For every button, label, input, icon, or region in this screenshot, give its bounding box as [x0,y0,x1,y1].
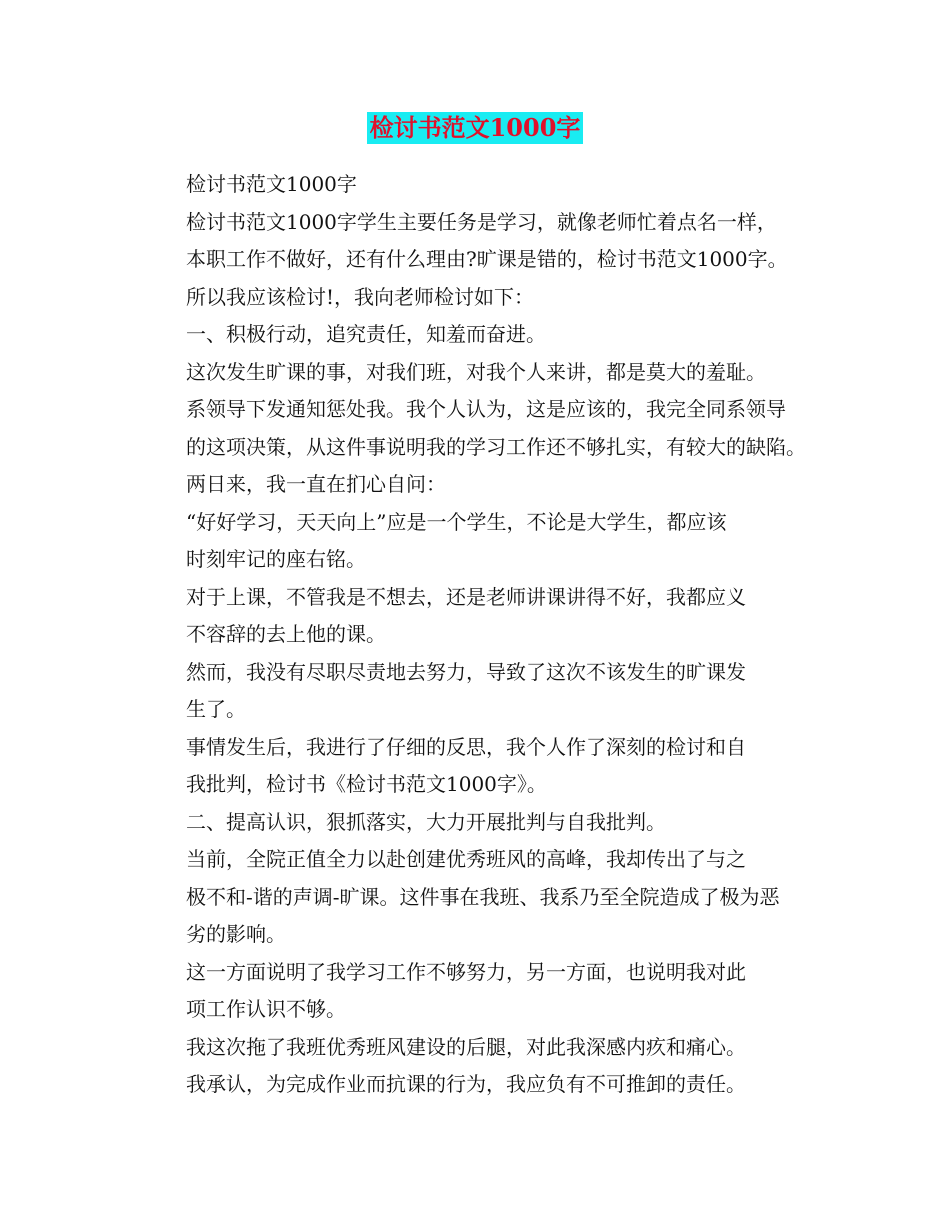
paragraph-line: 事情发生后，我进行了仔细的反思，我个人作了深刻的检讨和自 [186,734,746,759]
paragraph-line: 当前，全院正值全力以赴创建优秀班风的高峰，我却传出了与之 [186,847,746,871]
paragraph [142,579,832,654]
document-body [142,166,832,1104]
paragraph-line: 系领导下发通知惩处我。我个人认为，这是应该的，我完全同系领导 [186,397,786,421]
paragraph-line: 一、积极行动，追究责任，知羞而奋进。 [186,322,546,346]
paragraph-line: 检讨书范文1000字学生主要任务是学习，就像老师忙着点名一样， [186,209,777,234]
title-wrap [0,112,950,144]
paragraph-line: 极不和-谐的声调-旷课。这件事在我班、我系乃至全院造成了极为恶 [186,884,780,909]
paragraph [142,1066,832,1104]
paragraph [142,316,832,354]
paragraph-line: 我承认，为完成作业而抗课的行为，我应负有不可推卸的责任。 [186,1072,746,1096]
paragraph-line: 然而，我没有尽职尽责地去努力，导致了这次不该发生的旷课发 [186,659,746,684]
paragraph-line: 我这次拖了我班优秀班风建设的后腿，对此我深感内疚和痛心。 [186,1034,746,1059]
paragraph [142,729,832,804]
paragraph-line: 本职工作不做好，还有什么理由?旷课是错的，检讨书范文1000字。 [186,247,788,271]
paragraph-line: 对于上课，不管我是不想去，还是老师讲课讲得不好，我都应义 [186,584,746,609]
paragraph [142,504,832,579]
paragraph-line: 劣的影响。 [186,922,286,946]
paragraph-line: 所以我应该检讨!，我向老师检讨如下： [186,284,535,309]
paragraph-line: 时刻牢记的座右铭。 [186,547,366,571]
paragraph-line: 生了。 [186,697,246,721]
paragraph [142,954,832,1029]
paragraph [142,204,832,317]
paragraph [142,654,832,729]
paragraph-line: 的这项决策，从这件事说明我的学习工作还不够扎实，有较大的缺陷。 [186,434,806,459]
paragraph-line: 不容辞的去上他的课。 [186,622,386,646]
paragraph [142,354,832,504]
document-title: 检讨书范文1000字 [367,112,584,144]
paragraph [142,166,832,204]
paragraph-line: 两日来，我一直在扪心自问： [186,472,446,496]
paragraph [142,1029,832,1067]
paragraph [142,841,832,954]
paragraph-line: 项工作认识不够。 [186,997,346,1021]
paragraph-line: 检讨书范文1000字 [186,172,357,196]
paragraph [142,804,832,842]
paragraph-line: 二、提高认识，狠抓落实，大力开展批判与自我批判。 [186,809,666,834]
paragraph-line: “好好学习，天天向上”应是一个学生，不论是大学生，都应该 [186,509,727,534]
paragraph-line: 我批判，检讨书《检讨书范文1000字》。 [186,772,547,796]
paragraph-line: 这一方面说明了我学习工作不够努力，另一方面，也说明我对此 [186,959,746,984]
paragraph-line: 这次发生旷课的事，对我们班，对我个人来讲，都是莫大的羞耻。 [186,359,766,384]
